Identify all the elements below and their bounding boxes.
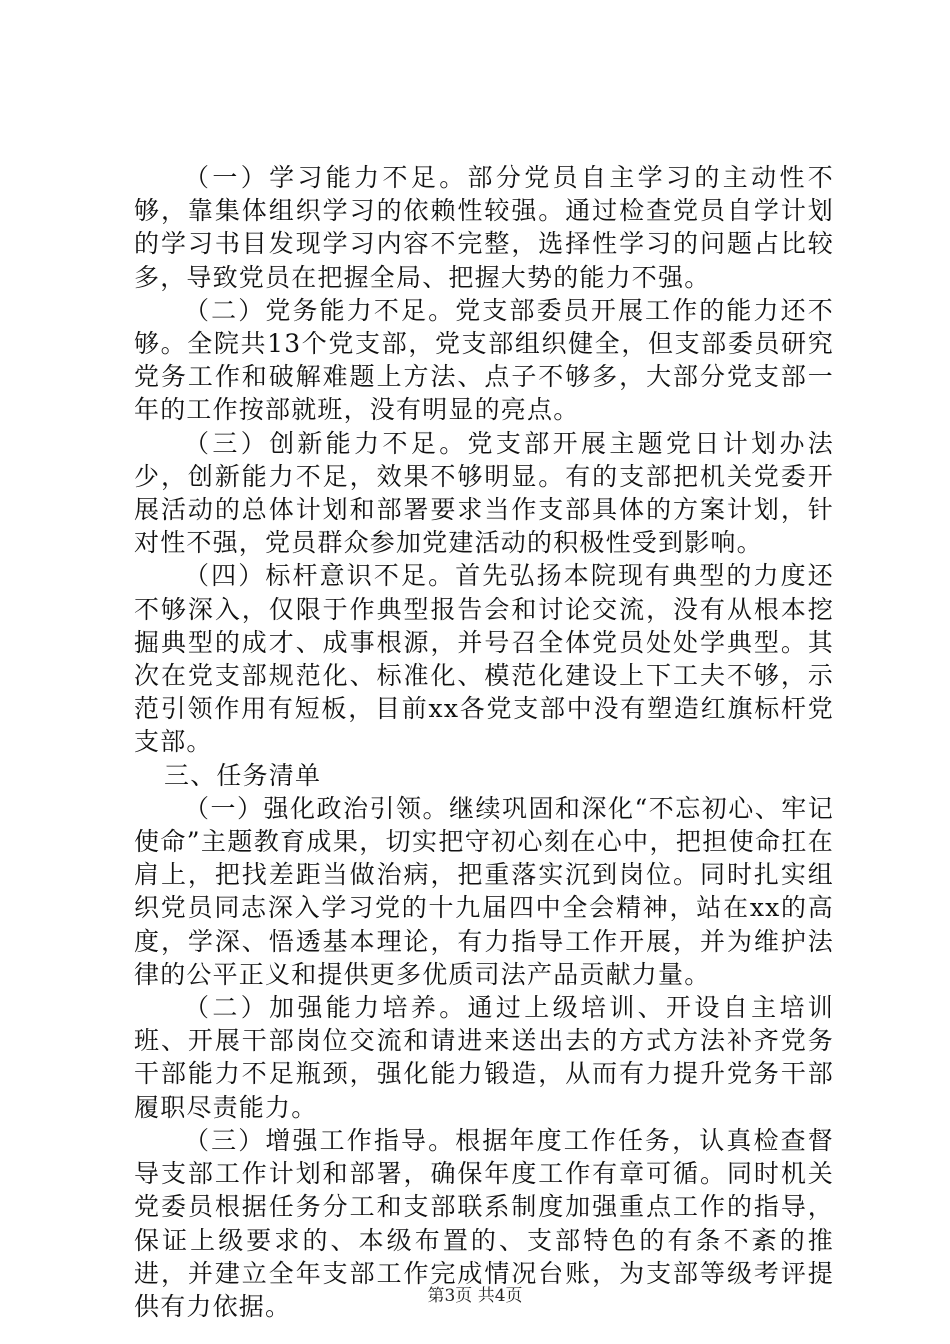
document-body [134, 161, 834, 1323]
paragraph-party-affairs-ability: （二）党务能力不足。党支部委员开展工作的能力还不够。全院共13个党支部，党支部组织健全，但支部委员研究党务工作和破解难题上方法、点子不够多，大部分党支部一年的工作按部就班，没有明显的亮点。 [134, 295, 834, 425]
paragraph-innovation-ability: （三）创新能力不足。党支部开展主题党日计划办法少，创新能力不足，效果不够明显。有的支部把机关党委开展活动的总体计划和部署要求当作支部具体的方案计划，针对性不强，党员群众参加党建活动的积极性受到影响。 [134, 428, 834, 558]
page-number-footer: 第3页 共4页 [427, 1286, 523, 1306]
paragraph-ability-training: （二）加强能力培养。通过上级培训、开设自主培训班、开展干部岗位交流和请进来送出去的方式方法补齐党务干部能力不足瓶颈，强化能力锻造，从而有力提升党务干部履职尽责能力。 [134, 993, 834, 1122]
paragraph-benchmark-awareness: （四）标杆意识不足。首先弘扬本院现有典型的力度还不够深入，仅限于作典型报告会和讨论交流，没有从根本挖掘典型的成才、成事根源，并号召全体党员处处学典型。其次在党支部规范化、标准化、模范化建设上下工夫不够，示范引领作用有短板，目前xx各党支部中没有塑造红旗标杆党支部。 [134, 561, 834, 757]
section-heading-task-list: 三、任务清单 [164, 760, 322, 790]
paragraph-learning-ability: （一）学习能力不足。部分党员自主学习的主动性不够，靠集体组织学习的依赖性较强。通过检查党员自学计划的学习书目发现学习内容不完整，选择性学习的问题占比较多，导致党员在把握全局、把握大势的能力不强。 [134, 163, 834, 292]
paragraph-work-guidance: （三）增强工作指导。根据年度工作任务，认真检查督导支部工作计划和部署，确保年度工作有章可循。同时机关党委员根据任务分工和支部联系制度加强重点工作的指导，保证上级要求的、本级布置的、支部特色的有条不紊的推进，并建立全年支部工作完成情况台账，为支部等级考评提供有力依据。 [134, 1125, 834, 1321]
paragraph-political-guidance: （一）强化政治引领。继续巩固和深化“不忘初心、牢记使命”主题教育成果，切实把守初心刻在心中，把担使命扛在肩上，把找差距当做治病，把重落实沉到岗位。同时扎实组织党员同志深入学习党的十九届四中全会精神，站在xx的高度，学深、悟透基本理论，有力指导工作开展，并为维护法律的公平正义和提供更多优质司法产品贡献力量。 [134, 793, 834, 989]
